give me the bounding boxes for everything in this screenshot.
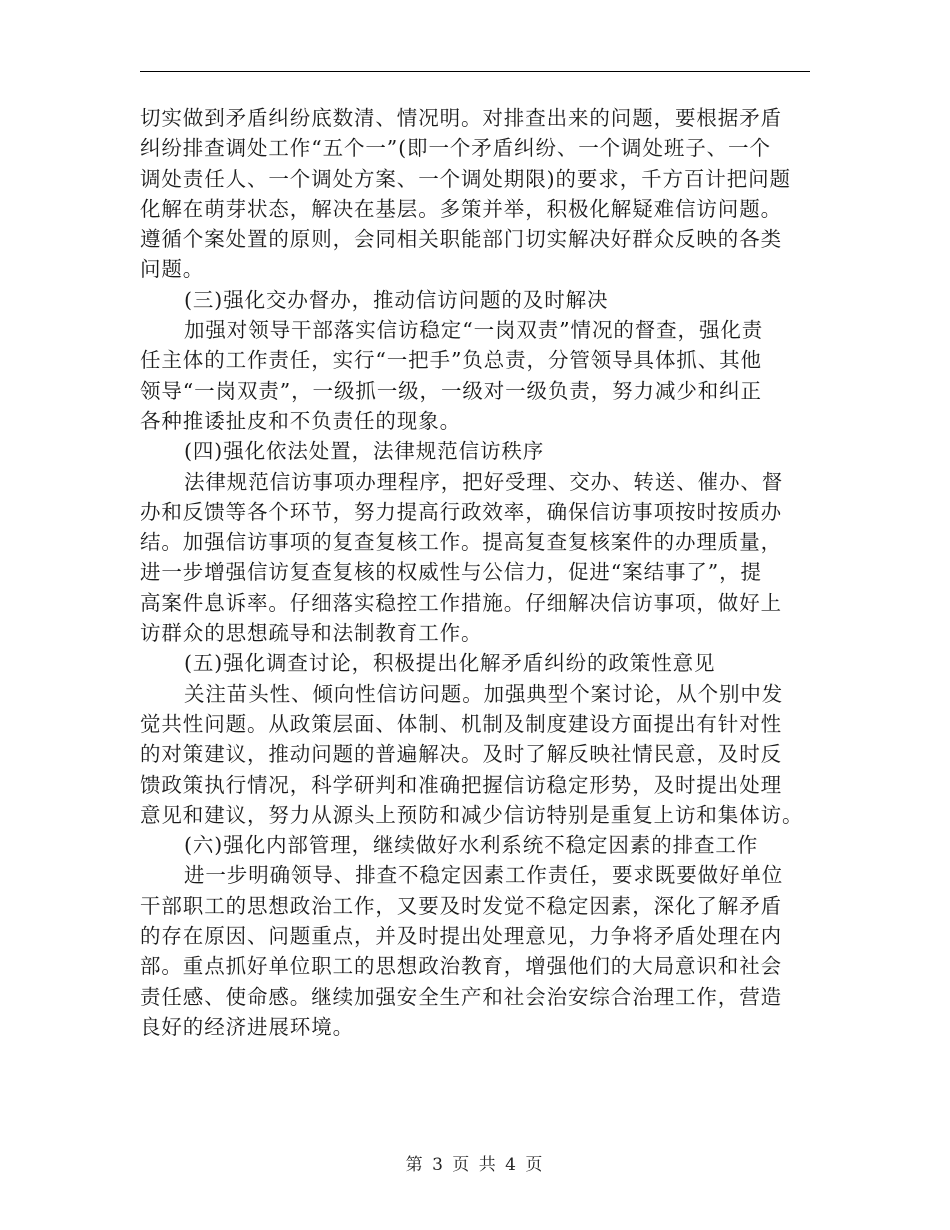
- text-line: 领导“一岗双责”，一级抓一级，一级对一级负责，努力减少和纠正: [140, 378, 762, 403]
- section-heading-3: (三)强化交办督办，推动信访问题的及时解决: [184, 287, 609, 312]
- text-line: 遵循个案处置的原则，会同相关职能部门切实解决好群众反映的各类: [140, 227, 782, 252]
- page-number: 第 3 页 共 4 页: [405, 1155, 545, 1175]
- text-line: 化解在萌芽状态，解决在基层。多策并举，积极化解疑难信访问题。: [140, 196, 782, 221]
- text-line: 加强对领导干部落实信访稳定“一岗双责”情况的督查，强化责: [184, 318, 764, 343]
- header-rule: [140, 71, 810, 72]
- text-line: 调处责任人、一个调处方案、一个调处期限)的要求，千方百计把问题: [140, 166, 791, 191]
- text-line: 切实做到矛盾纠纷底数清、情况明。对排查出来的问题，要根据矛盾: [140, 106, 782, 130]
- document-body: [140, 103, 820, 1042]
- text-line: 纠纷排查调处工作“五个一”(即一个矛盾纠纷、一个调处班子、一个: [140, 136, 771, 161]
- text-line: 进一步增强信访复查复核的权威性与公信力，促进“案结事了”，提: [140, 560, 762, 585]
- text-line: 高案件息诉率。仔细落实稳控工作措施。仔细解决信访事项，做好上: [140, 590, 782, 615]
- section-heading-4: (四)强化依法处置，法律规范信访秩序: [184, 439, 545, 464]
- text-line: 干部职工的思想政治工作，又要及时发觉不稳定因素，深化了解矛盾: [140, 893, 782, 918]
- text-line: 的对策建议，推动问题的普遍解决。及时了解反映社情民意，及时反: [140, 742, 782, 767]
- text-line: 结。加强信访事项的复查复核工作。提高复查复核案件的办理质量，: [140, 530, 782, 555]
- section-heading-5: (五)强化调查讨论，积极提出化解矛盾纠纷的政策性意见: [184, 651, 716, 676]
- text-line: 意见和建议，努力从源头上预防和减少信访特别是重复上访和集体访。: [140, 802, 804, 827]
- text-line: 进一步明确领导、排查不稳定因素工作责任，要求既要做好单位: [184, 863, 784, 888]
- text-line: 部。重点抓好单位职工的思想政治教育，增强他们的大局意识和社会: [140, 954, 782, 979]
- text-line: 法律规范信访事项办理程序，把好受理、交办、转送、催办、督: [184, 469, 784, 494]
- text-line: 馈政策执行情况，科学研判和准确把握信访稳定形势，及时提出处理: [140, 772, 782, 797]
- text-line: 责任感、使命感。继续加强安全生产和社会治安综合治理工作，营造: [140, 984, 782, 1009]
- text-line: 觉共性问题。从政策层面、体制、机制及制度建设方面提出有针对性: [140, 711, 782, 736]
- text-line: 问题。: [140, 257, 205, 282]
- text-line: 的存在原因、问题重点，并及时提出处理意见，力争将矛盾处理在内: [140, 924, 782, 949]
- text-line: 各种推诿扯皮和不负责任的现象。: [140, 408, 461, 433]
- text-line: 访群众的思想疏导和法制教育工作。: [140, 621, 483, 646]
- text-line: 关注苗头性、倾向性信访问题。加强典型个案讨论，从个别中发: [184, 681, 784, 706]
- text-line: 办和反馈等各个环节，努力提高行政效率，确保信访事项按时按质办: [140, 499, 782, 524]
- section-heading-6: (六)强化内部管理，继续做好水利系统不稳定因素的排查工作: [184, 833, 759, 858]
- text-line: 任主体的工作责任，实行“一把手”负总责，分管领导具体抓、其他: [140, 348, 762, 373]
- text-line: 良好的经济进展环境。: [140, 1014, 354, 1039]
